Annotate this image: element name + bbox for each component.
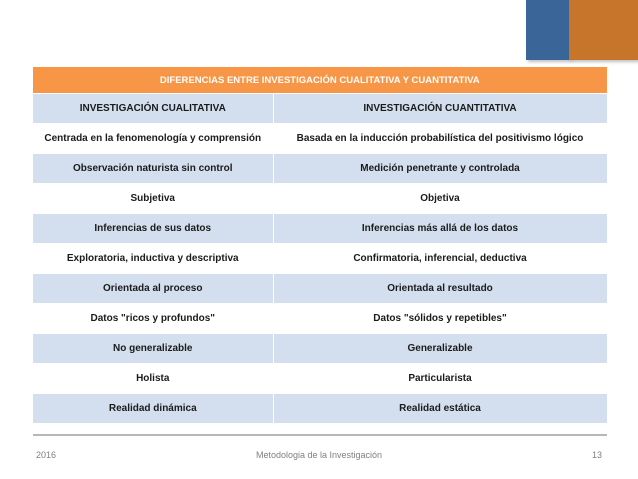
quantitative-cell: Realidad estática [273,394,607,424]
qualitative-cell: Datos "ricos y profundos" [33,304,273,334]
table-title-row [33,67,607,94]
table-title: DIFERENCIAS ENTRE INVESTIGACIÓN CUALITATIVA Y CUANTITATIVA [33,67,607,94]
table-row [33,214,607,244]
footer-divider [33,434,607,436]
table-row [33,274,607,304]
page-number: 13 [591,450,602,460]
header-qualitative: INVESTIGACIÓN CUALITATIVA [33,94,273,124]
quantitative-cell: Particularista [273,364,607,394]
qualitative-cell: No generalizable [33,334,273,364]
quantitative-cell: Generalizable [273,334,607,364]
comparison-table [33,67,608,424]
quantitative-cell: Confirmatoria, inferencial, deductiva [273,244,607,274]
footer-year: 2016 [36,450,57,460]
qualitative-cell: Inferencias de sus datos [33,214,273,244]
table-header-row [33,94,607,124]
comparison-table-container [33,67,607,424]
table-row [33,334,607,364]
qualitative-cell: Centrada en la fenomenología y comprensión [33,124,273,154]
footer-title: Metodologia de la Investigación [255,450,383,460]
table-row [33,184,607,214]
table-row [33,244,607,274]
decorative-blue-block [526,0,570,60]
decorative-orange-block [569,0,638,60]
qualitative-cell: Realidad dinámica [33,394,273,424]
table-row [33,124,607,154]
quantitative-cell: Medición penetrante y controlada [273,154,607,184]
header-quantitative: INVESTIGACIÓN CUANTITATIVA [273,94,607,124]
qualitative-cell: Observación naturista sin control [33,154,273,184]
qualitative-cell: Subjetiva [33,184,273,214]
quantitative-cell: Objetiva [273,184,607,214]
quantitative-cell: Orientada al resultado [273,274,607,304]
table-row [33,394,607,424]
quantitative-cell: Basada en la inducción probabilística del positivismo lógico [273,124,607,154]
quantitative-cell: Datos "sólidos y repetibles" [273,304,607,334]
qualitative-cell: Holista [33,364,273,394]
table-row [33,304,607,334]
qualitative-cell: Exploratoria, inductiva y descriptiva [33,244,273,274]
quantitative-cell: Inferencias más allá de los datos [273,214,607,244]
table-row [33,364,607,394]
qualitative-cell: Orientada al proceso [33,274,273,304]
table-row [33,154,607,184]
